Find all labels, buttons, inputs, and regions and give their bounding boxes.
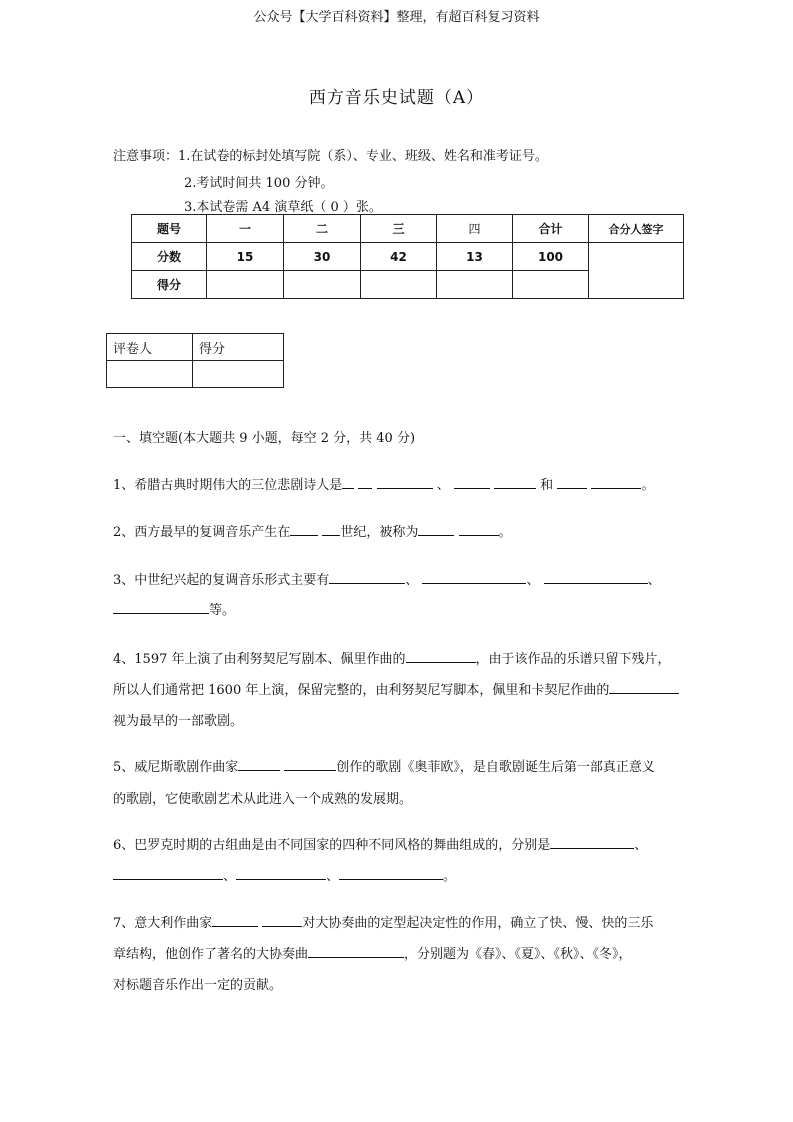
score-entry-cell[interactable]	[437, 271, 513, 299]
question-7	[113, 912, 653, 931]
score-cell: 42	[361, 243, 437, 271]
signer-cell[interactable]	[589, 243, 684, 299]
answer-blank[interactable]	[290, 522, 318, 536]
score-cell: 15	[207, 243, 284, 271]
q5-text: 5、威尼斯歌剧作曲家	[113, 760, 239, 775]
q7-text-3: 章结构，他创作了著名的大协奏曲	[113, 947, 309, 962]
answer-blank[interactable]	[406, 649, 476, 663]
q6-sep: 、	[326, 869, 340, 884]
answer-blank[interactable]	[339, 866, 443, 880]
note-line-2: 2.考试时间共 100 分钟。	[184, 176, 334, 191]
question-5	[113, 756, 655, 775]
note-line-1: 注意事项：1.在试卷的标封处填写院（系）、专业、班级、姓名和准考证号。	[113, 149, 548, 164]
question-2	[113, 521, 512, 540]
section-heading: 一、填空题(本大题共 9 小题，每空 2 分，共 40 分)	[113, 431, 416, 446]
score-entry-cell[interactable]	[361, 271, 437, 299]
answer-blank[interactable]	[557, 475, 587, 489]
answer-blank[interactable]	[494, 475, 536, 489]
answer-blank[interactable]	[238, 757, 280, 771]
answer-blank[interactable]	[609, 680, 679, 694]
answer-blank[interactable]	[212, 913, 258, 927]
score-cell: 得分	[132, 271, 207, 299]
question-4	[113, 648, 671, 667]
q6-sep: 、	[634, 838, 648, 853]
grader-score-entry-cell[interactable]	[193, 361, 284, 388]
q2-text: 2、西方最早的复调音乐产生在	[113, 525, 291, 540]
answer-blank[interactable]	[358, 475, 372, 489]
question-3-cont	[113, 599, 235, 618]
answer-blank[interactable]	[329, 570, 405, 584]
signer-header: 合分人签字	[589, 215, 684, 243]
note-line-3: 3.本试卷需 A4 演草纸（ 0 ）张。	[184, 200, 382, 215]
q1-end: 。	[641, 478, 655, 493]
score-cell: 四	[437, 215, 513, 243]
q4-text-3: 所以人们通常把 1600 年上演，保留完整的，由利努契尼写脚本，佩里和卡契尼作曲的	[113, 683, 610, 698]
question-6	[113, 834, 647, 853]
answer-blank[interactable]	[377, 475, 433, 489]
answer-blank[interactable]	[454, 475, 490, 489]
answer-blank[interactable]	[284, 757, 336, 771]
question-4-cont	[113, 679, 679, 698]
q6-sep: 、	[223, 869, 237, 884]
q4-text: 4、1597 年上演了由利努契尼写剧本、佩里作曲的	[113, 652, 406, 667]
answer-blank[interactable]	[113, 600, 209, 614]
score-entry-cell[interactable]	[513, 271, 589, 299]
answer-blank[interactable]	[342, 475, 354, 489]
grader-table	[106, 333, 284, 388]
score-row-points	[132, 243, 684, 271]
score-cell: 题号	[132, 215, 207, 243]
answer-blank[interactable]	[544, 570, 648, 584]
q3-sep: 、	[526, 573, 540, 588]
score-entry-cell[interactable]	[207, 271, 284, 299]
score-table	[131, 214, 684, 299]
score-cell: 合计	[513, 215, 589, 243]
answer-blank[interactable]	[422, 570, 526, 584]
answer-blank[interactable]	[418, 522, 454, 536]
q5-text-2: 创作的歌剧《奥菲欧》，是自歌剧诞生后第一部真正意义	[336, 760, 655, 775]
answer-blank[interactable]	[113, 866, 223, 880]
q3-text: 3、中世纪兴起的复调音乐形式主要有	[113, 573, 330, 588]
grader-score-label: 得分	[193, 334, 284, 361]
score-cell: 13	[437, 243, 513, 271]
reviewer-label: 评卷人	[107, 334, 193, 361]
q7-text: 7、意大利作曲家	[113, 916, 213, 931]
q2-text-2: 世纪，被称为	[340, 525, 419, 540]
q7-text-4: ，分别题为《春》、《夏》、《秋》、《冬》，	[404, 947, 632, 962]
answer-blank[interactable]	[591, 475, 641, 489]
score-row-question-number	[132, 215, 684, 243]
score-entry-cell[interactable]	[284, 271, 361, 299]
answer-blank[interactable]	[322, 522, 340, 536]
score-cell: 三	[361, 215, 437, 243]
answer-blank[interactable]	[262, 913, 302, 927]
answer-blank[interactable]	[308, 944, 404, 958]
question-1	[113, 474, 654, 493]
q1-and: 和	[540, 478, 554, 493]
answer-blank[interactable]	[459, 522, 499, 536]
score-cell: 100	[513, 243, 589, 271]
answer-blank[interactable]	[550, 835, 634, 849]
q3-end: 等。	[209, 603, 236, 618]
question-7-cont2: 对标题音乐作出一定的贡献。	[113, 978, 283, 993]
question-5-cont: 的歌剧，它使歌剧艺术从此进入一个成熟的发展期。	[113, 792, 413, 807]
q7-text-2: 对大协奏曲的定型起决定性的作用，确立了快、慢、快的三乐	[302, 916, 654, 931]
score-cell: 二	[284, 215, 361, 243]
question-6-cont	[113, 865, 456, 884]
score-cell: 30	[284, 243, 361, 271]
q1-separator: 、	[436, 478, 450, 493]
question-7-cont	[113, 943, 632, 962]
score-cell: 分数	[132, 243, 207, 271]
score-cell: 一	[207, 215, 284, 243]
exam-title: 西方音乐史试题（A）	[308, 88, 485, 108]
q2-end: 。	[498, 525, 512, 540]
q4-text-2: ，由于该作品的乐谱只留下残片，	[475, 652, 671, 667]
question-3	[113, 569, 661, 588]
reviewer-entry-cell[interactable]	[107, 361, 193, 388]
q3-sep: 、	[647, 573, 661, 588]
q6-text: 6、巴罗克时期的古组曲是由不同国家的四种不同风格的舞曲组成的，分别是	[113, 838, 551, 853]
answer-blank[interactable]	[236, 866, 326, 880]
q1-text: 1、希腊古典时期伟大的三位悲剧诗人是	[113, 478, 343, 493]
question-4-cont2: 视为最早的一部歌剧。	[113, 714, 244, 729]
q3-sep: 、	[405, 573, 419, 588]
q6-end: 。	[443, 869, 457, 884]
page-header: 公众号【大学百科资料】整理，有超百科复习资料	[253, 10, 540, 25]
